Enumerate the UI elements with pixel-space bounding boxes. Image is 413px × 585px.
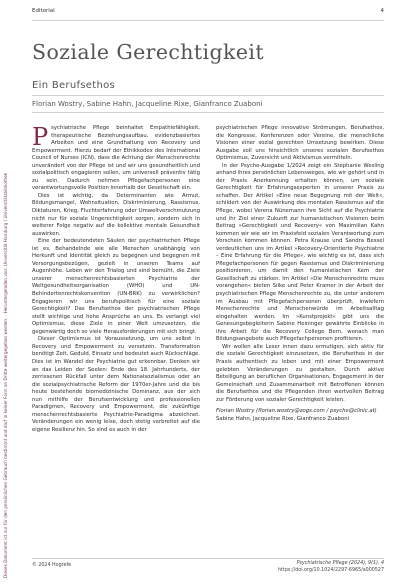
author-list: Florian Wostry, Sabine Hahn, Jacqueline Rixe, Gianfranco Zuaboni [32,100,263,108]
paragraph [32,125,200,193]
header-divider [32,20,384,21]
paragraph: Wir wollen alle Leser innen dazu ermutigen, sich aktiv für die soziale Gerechtigkeit einzusetzen, die Berufsethos in der Praxis authentisch zu leben und mit einer Empowerment gelebten Veränderungen zu gestalten. Durch aktive Beteiligung an beruflichen Organisationen, Engagement in der Gemeinschaft und Zusammenarbeit mit Betroffenen können die Berufsethos und die Pflegenden ihren wertvollen Beitrag zur Förderung von sozialer Gerechtigkeit leisten. [216,343,384,403]
drop-cap: P [32,123,49,151]
paragraph: In der Psyche-Ausgabe 1/2024 zeigt ein Stephanie Wesling anhand ihres persönlichen Lebensweges, wie wir gehört und in der Praxis Anerkennung erhalten können, um soziale Gerechtigkeit für Erfahrungsexperten in unserer Praxis zu schaffen. Der Artikel »Eine neue Begegnung mit der Welt«, schildert von der Auswirkung des mentalen Rassismus auf die Pflege, wobei Verena Nünemann ihre Sicht auf die Psychiatrie und ihr Ziel einer Zukunft zur humanistischen Visionen beim Beitrag »Gerechtigkeit und Recovery« von Maximilian Kahn kommen wir wie wir im Praxisfeld sozialen Verantwortung zum Vorschein kommen können. Petra Krause und Sandra Bessel verdeutlichen uns im Artikel »Recovery-Orientierte Psychiatrie – Eine Erfahrung für die Pflege«, wie wichtig es ist, dass sich Pflegefachpersonen für gegen Rassismus und Diskriminierung positionieren, um damit den humanistischen Kern der Gesellschaft zu stärken. Im Artikel »Die Menschenrechte muss vorangehen« bieten Silke und Peter Kramer in der Arbeit der psychiatrischen Pflege Menschenrechte zu, die unter anderem im Ausbau mit Pflegefachpersonen überprüft, inwiefern Menschenrechte und Menschenwürde im Arbeitsalltag eingehalten werden. Im »Kunstprojekt« gibt uns die Genesungsbegleiterin Sabine Heininger gewährte Einblicke in ihre Arbeit für die Recovery College Bern, wonach man Bildungsangebote auch Pflegefachpersonen profitieren. [216,162,384,343]
section-label: Editorial [32,8,55,14]
article-subtitle: Ein Berufsethos [32,80,116,91]
left-column [32,125,200,434]
signoff-names: Sabine Hahn, Jacqueline Rixe, Gianfranco Zuaboni [216,415,350,422]
journal-reference [278,561,384,574]
doi-link[interactable]: https://doi.org/10.1024/2297-6965/a000527 [278,567,384,573]
side-note [1,8,11,578]
divider [32,112,384,113]
paragraph-text: sychiatrische Pflege beinhaltet Empathiefähigkeit, therapeutische Beziehungsaufbau, evidenzbasiertes Arbeiten und eine Grundhaltung von Recovery und Empowerment. Hierzu bedarf der Ethikkodex des International Council of Nurses (ICN), dass die Achtung der Menschenrechte unverändert von der Pflege ist und wir uns gesundheitlich und sozialpolitisch engagieren sollen, um universell präventiv tätig zu sein. Dadurch nehmen Pflegefachpersonen eine verantwortungsvolle Position innerhalb der Gesellschaft ein. [32,125,200,192]
copyright: © 2024 Hogrefe [32,563,72,568]
paragraph: Dies ist wichtig, da Determinanten wie Armut, Bildungsmangel, Wohnsituation, Diskriminierung, Rassismus, Diktaturen, Krieg, Fluchterfahrung oder Umweltverschmutzung nicht nur für soziale Ungerechtigkeit sorgen, sondern sich in weiterer Folge negativ auf die kollektive mentale Gesundheit auswirken. [32,192,200,237]
paragraph: Eine der bedeutendsten Säulen der psychiatrischen Pflege ist es, Behandelnde wie alle Menschen unabhängig von Herkunft und Identität gleich zu begegnen und begegnen mit Versorgungsbezügen, gezielt in unseren Teams auf Augenhöhe. Leben wir den Trialog und sind bemüht, die Ziele unserer menschenrechtsbasierten Psychiatrie der Weltgesundheitsorganisation (WHO) und UN-Behindertenrechtskonvention (UN-BRK) zu verwirklichen? Engagieren wir uns berufspolitisch für eine soziale Gerechtigkeit? Das Berufsethos der psychiatrischen Pflege stellt wichtige und hohe Ansprüche an uns. Es verlangt viel Optimismus, diese Ziele in einer Welt umzusetzen, die gegenwärtig doch so viele Herausforderungen mit sich bringt. [32,238,200,335]
article-title: Soziale Gerechtigkeit [32,40,264,64]
page-number: 4 [380,8,384,14]
running-header [32,8,384,20]
side-note-text: Dieses Dokument ist nur für den persönlichen Gebrauch bestimmt und darf in keiner Form an Dritte weitergegeben werden. - Heruntergeladen von: Universität Hamburg / Universitätsbibliothek [3,172,8,578]
divider [32,95,384,96]
paragraph: psychiatrischen Pflege innovative Strömungen, Berufsethos, die Kongresse, Konferenzen oder Vereine, die menschliche Visionen einer sozial gerechten Umsetzung bewirken. Diese Ausgabe soll uns hinsichtlich unseres sozialen Berufsethos Optimismus, Zuversicht und Aktivismus vermitteln. [216,125,384,162]
paragraph: Dieser Optimismus ist Voraussetzung, um uns selbst in Recovery und Empowerment zu versetzen. Transformation benötigt Zeit, Geduld, Einsatz und bedeutet auch Rückschläge. Dies ist im Wandel der Psychiatrie gut erkennbar. Denken wir an das Leiden der Seelen: Ende des 18. Jahrhunderts, der zerrissenen Rückfall unter dem Nationalsozialismus oder an die sozialpsychiatrische Reform der 1970er-Jahre und die bis heute bestehende biomedizinische Dominanz, aus der sich nun mithilfe der Berufsentwicklung und professionellen Paradigmen, Recovery und Empowerment, die zukünftige menschenrechtsbasierte Psychiatrie-Paradigma abzeichnet. Veränderungen ein wenig leise, doch stetig verbreitet auf die eigene Resilienz hin. So sind es auch in der [32,336,200,433]
signoff-email: Florian Wostry (florian.wostry@zogs.com / psyche@clinic.at) [216,408,377,415]
right-column [216,125,384,423]
footer-divider [32,558,384,559]
journal-name: Psychiatrische Pflege (2024), 9(1), 4 [296,561,384,566]
